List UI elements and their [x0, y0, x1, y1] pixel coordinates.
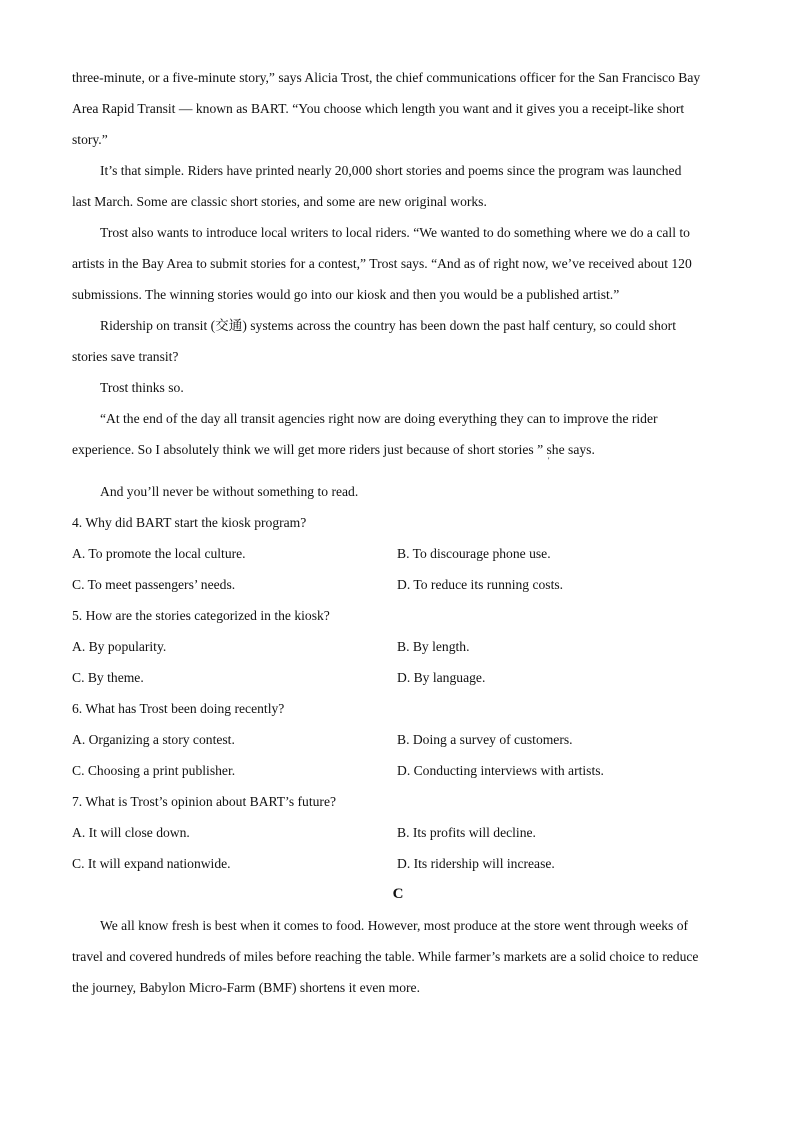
section-heading-c: C — [392, 886, 404, 902]
option-a: A. To promote the local culture. — [72, 546, 246, 561]
option-a: A. By popularity. — [72, 639, 167, 654]
paragraph-3-line-2: artists in the Bay Area to submit stories for a contest,” Trost says. “And as of right now, we’ve received about 120 — [72, 256, 692, 271]
question-5 — [72, 600, 724, 693]
option-c: C. Choosing a print publisher. — [72, 763, 236, 778]
option-c: C. By theme. — [72, 670, 144, 685]
option-d: D. Conducting interviews with artists. — [397, 763, 604, 778]
option-b: B. Its profits will decline. — [397, 825, 536, 840]
answer-options — [72, 724, 724, 786]
paragraph-3-line-1: Trost also wants to introduce local writers to local riders. “We wanted to do something where we do a call to — [100, 225, 690, 240]
question-stem: 4. Why did BART start the kiosk program? — [72, 515, 307, 530]
option-b: B. By length. — [397, 639, 470, 654]
paragraph-4-line-2: stories save transit? — [72, 349, 179, 364]
paragraph-7: And you’ll never be without something to read. — [100, 484, 359, 499]
option-b: B. To discourage phone use. — [397, 546, 551, 561]
option-d: D. Its ridership will increase. — [397, 856, 555, 871]
paragraph-4-line-1: Ridership on transit (交通) systems across the country has been down the past half century, so could short — [100, 318, 676, 333]
document-page — [72, 62, 724, 1003]
paragraph-6-line-2: experience. So I absolutely think we will get more riders just because of short stories ” she says. — [72, 442, 595, 457]
question-stem: 6. What has Trost been doing recently? — [72, 701, 285, 716]
option-a: A. It will close down. — [72, 825, 190, 840]
question-6 — [72, 693, 724, 786]
paragraph-1-line-2: Area Rapid Transit — known as BART. “You choose which length you want and it gives you a receipt-like short — [72, 101, 685, 116]
paragraph-5: Trost thinks so. — [100, 380, 184, 395]
option-d: D. By language. — [397, 670, 486, 685]
question-4 — [72, 507, 724, 600]
question-stem: 5. How are the stories categorized in the kiosk? — [72, 608, 330, 623]
answer-options — [72, 817, 724, 879]
paragraph-2-line-2: last March. Some are classic short stories, and some are new original works. — [72, 194, 487, 209]
question-7 — [72, 786, 724, 879]
option-c: C. To meet passengers’ needs. — [72, 577, 236, 592]
paragraph-2-line-1: It’s that simple. Riders have printed nearly 20,000 short stories and poems since the program was launched — [100, 163, 682, 178]
paragraph-3-line-3: submissions. The winning stories would go into our kiosk and then you would be a published artist.” — [72, 287, 620, 302]
stray-mark: ' — [548, 456, 550, 465]
passage-c-line-3: the journey, Babylon Micro-Farm (BMF) shortens it even more. — [72, 980, 420, 995]
option-a: A. Organizing a story contest. — [72, 732, 235, 747]
question-stem: 7. What is Trost’s opinion about BART’s future? — [72, 794, 337, 809]
passage-c-line-2: travel and covered hundreds of miles before reaching the table. While farmer’s markets are a solid choice to reduce — [72, 949, 699, 964]
answer-options — [72, 631, 724, 693]
passage-c-line-1: We all know fresh is best when it comes to food. However, most produce at the store went through weeks of — [100, 918, 689, 933]
option-b: B. Doing a survey of customers. — [397, 732, 573, 747]
paragraph-1-line-3: story.” — [72, 132, 108, 147]
option-d: D. To reduce its running costs. — [397, 577, 564, 592]
paragraph-6-line-1: “At the end of the day all transit agencies right now are doing everything they can to improve the rider — [100, 411, 658, 426]
option-c: C. It will expand nationwide. — [72, 856, 231, 871]
answer-options — [72, 538, 724, 600]
paragraph-1-line-1: three-minute, or a five-minute story,” says Alicia Trost, the chief communications officer for the San Francisco Bay — [72, 70, 701, 85]
